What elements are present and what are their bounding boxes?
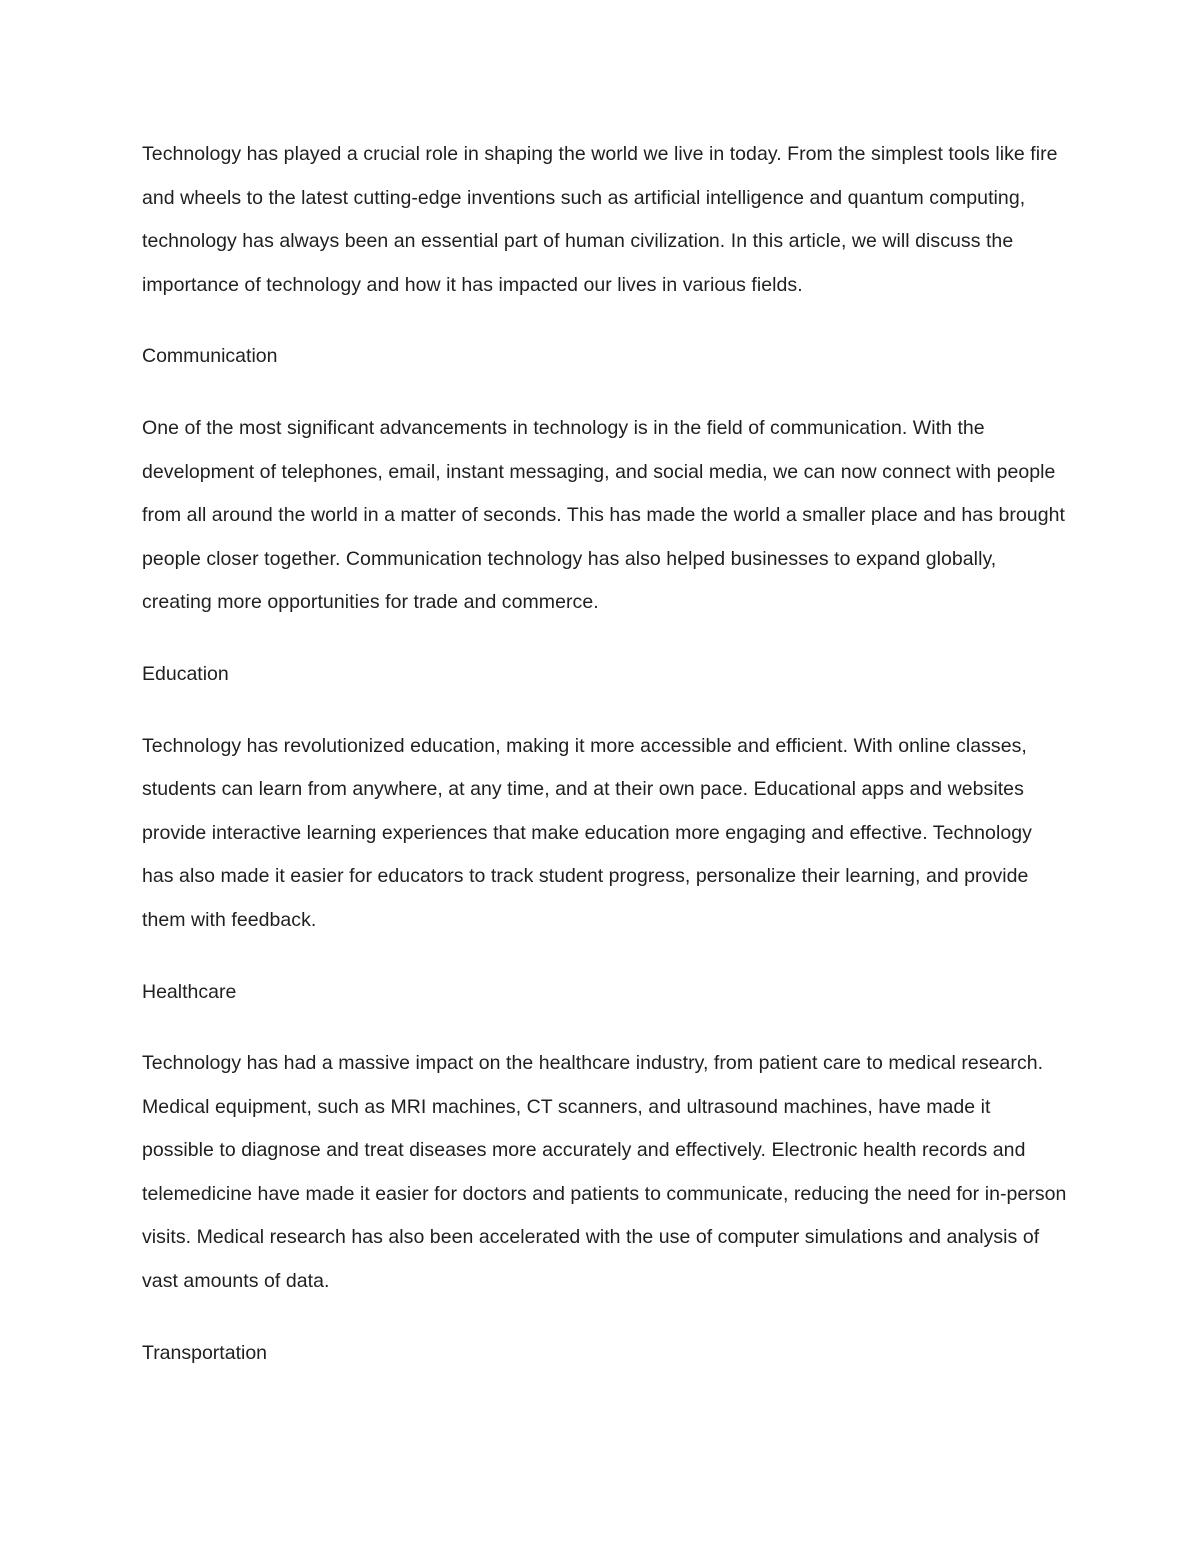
section-body-education: Technology has revolutionized education, making it more accessible and efficient. With online classes, students can learn from anywhere, at any time, and at their own pace. Educational apps and websites provide interactive learning experiences that make education more engaging and effective. Technology has also made it easier for educators to track student progress, personalize their learning, and provide them with feedback. — [142, 734, 1032, 931]
section-body-communication: One of the most significant advancements in technology is in the field of communication. With the development of telephones, email, instant messaging, and social media, we can now connect with people from all around the world in a matter of seconds. This has made the world a smaller place and has brought people closer together. Communication technology has also helped businesses to expand globally, creating more opportunities for trade and commerce. — [142, 416, 1065, 614]
spacer — [142, 1304, 1067, 1332]
section-body-healthcare: Technology has had a massive impact on the healthcare industry, from patient care to medical research. Medical equipment, such as MRI machines, CT scanners, and ultrasound machines, have made it possible to diagnose and treat diseases more accurately and effectively. Electronic health records and telemedicine have made it easier for doctors and patients to communicate, reducing the need for in-person visits. Medical research has also been accelerated with the use of computer simulations and analysis of vast amounts of data. — [142, 1052, 1067, 1293]
section-heading-transportation: Transportation — [142, 1341, 268, 1364]
intro-paragraph: Technology has played a crucial role in shaping the world we live in today. From the simplest tools like fire and wheels to the latest cutting-edge inventions such as artificial intelligence and quantum computing, technology has always been an essential part of human civilization. In this article, we will discuss the importance of technology and how it has impacted our lives in various fields. — [142, 143, 1058, 296]
spacer — [142, 307, 1067, 335]
spacer — [142, 943, 1067, 971]
spacer — [142, 379, 1067, 407]
document-body — [142, 133, 1067, 1375]
section-heading-education: Education — [142, 662, 229, 685]
spacer — [142, 697, 1067, 725]
spacer — [142, 625, 1067, 653]
section-heading-healthcare: Healthcare — [142, 980, 237, 1003]
spacer — [142, 1014, 1067, 1042]
section-heading-communication: Communication — [142, 345, 278, 368]
